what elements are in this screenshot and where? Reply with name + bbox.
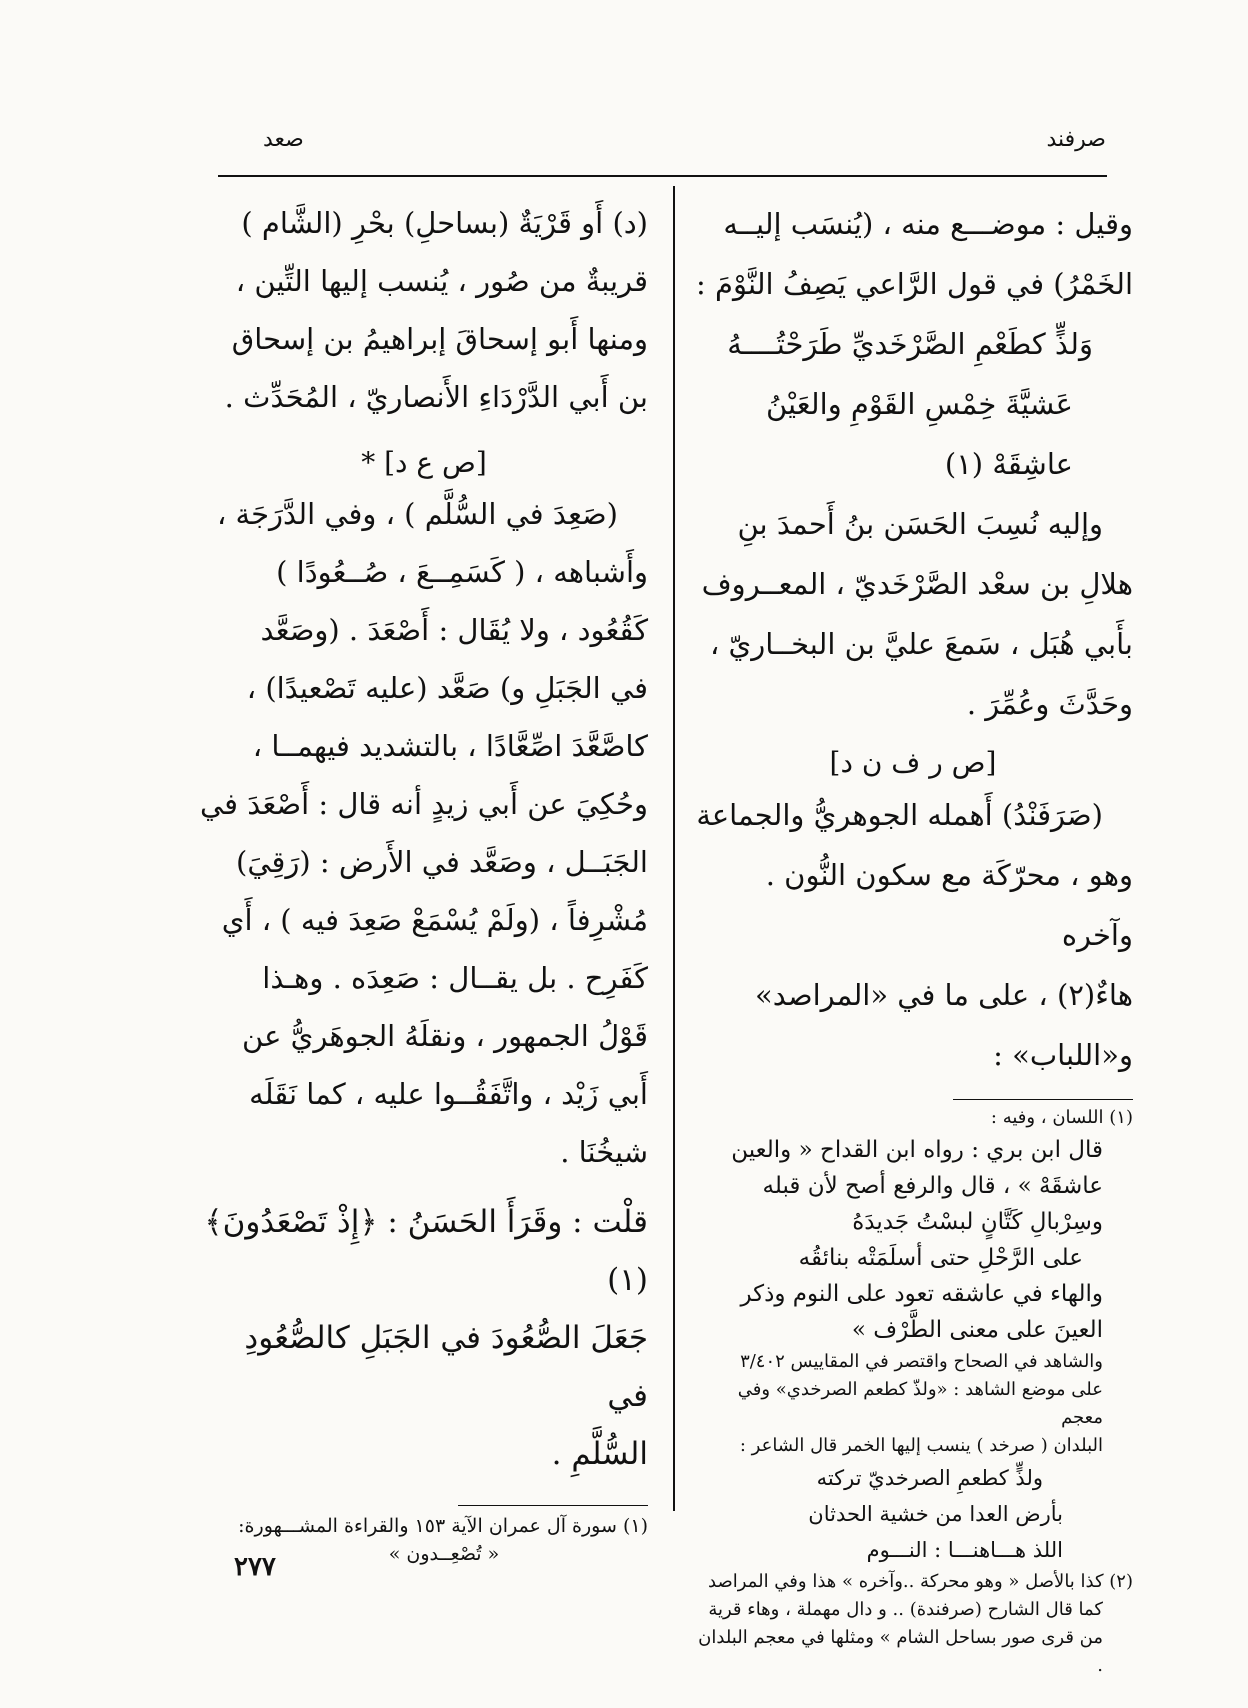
right-para-3-line-2: وهو ، محرّكَة مع سكون النُّون . وآخره	[765, 858, 1133, 952]
left-para-2-line-5: كاصَّعَّدَ اصِّعَّادًا ، بالتشديد فيهمــا ،	[252, 729, 648, 763]
footnote-1-head: (١) اللسان ، وفيه :	[990, 1107, 1133, 1128]
right-para-3-line-3: هاءٌ(٢) ، على ما في «المراصد» و«اللباب» :	[755, 978, 1133, 1072]
left-para-2-line-1: (صَعِدَ في السُّلَّم ) ، وفي الدَّرَجَة ،	[216, 497, 618, 531]
left-footnote-line-1: (١) سورة آل عمران الآية ١٥٣ والقراءة المشـــهورة:	[238, 1515, 648, 1537]
right-para-2-line-4: وحَدَّثَ وعُمِّرَ .	[966, 687, 1133, 721]
running-header-right: صرفند	[1046, 127, 1106, 152]
left-para-2-line-3: كَقُعُود ، ولا يُقَال : أَصْعَدَ . (وصَعَّد	[260, 613, 648, 647]
footnote-2-line-3: من قرى صور بساحل الشام » ومثلها في معجم البلدان .	[698, 1627, 1103, 1676]
footnote-1-small-2: على موضع الشاهد : «ولذّ كطعم الصرخدي» وفي معجم	[737, 1379, 1103, 1428]
right-para-2-line-3: بأَبي هُبَل ، سَمعَ عليَّ بن البخــاريّ ،	[709, 627, 1133, 661]
right-footnote-rule	[953, 1099, 1133, 1100]
right-para-2-line-1: وإليه نُسِبَ الحَسَن بنُ أَحمدَ بنِ	[737, 507, 1103, 541]
left-para-3-line-3: السُّلَّمِ .	[551, 1436, 648, 1472]
left-para-1-line-3: ومنها أَبو إسحاقَ إبراهيمُ بن إسحاق	[231, 322, 648, 356]
entry-heading-sad: [ص ع د] *	[361, 446, 487, 479]
left-para-2-line-11: أَبي زَيْد ، واتَّفَقُــوا عليه ، كما نَقَلَه	[249, 1077, 648, 1111]
left-para-2-line-4: في الجَبَلِ و) صَعَّد (عليه تَصْعيدًا) ،	[246, 671, 648, 705]
right-para-1-line-1: وقيل : موضـــع منه ، (يُنسَب إليــه	[723, 207, 1133, 241]
left-column	[200, 194, 648, 1568]
left-para-1-line-1: (د) أَو قَرْيَةٌ (بساحلِ) بحْرِ (الشَّام )	[241, 206, 648, 240]
footnote-2-line-1: (٢) كذا بالأصل « وهو محركة ..وآخره » هذا وفي المراصد	[708, 1571, 1133, 1592]
footnote-1-small-1: والشاهد في الصحاح واقتصر في المقاييس ٣/٤٠٢	[740, 1351, 1103, 1372]
footnote-1-verse-1: ولذٍّ كطعمِ الصرخديّ تركته	[816, 1466, 1043, 1490]
footnote-2-line-2: كما قال الشارح (صرفندة) .. و دال مهملة ، وهاء قرية	[708, 1599, 1103, 1620]
right-para-2-line-2: هلالِ بن سعْد الصَّرْخَديّ ، المعــروف	[701, 567, 1133, 601]
footnote-1-line-2: عاشقَهْ » ، قال والرفع أصح لأن قبله	[762, 1173, 1103, 1199]
left-footnote-rule	[458, 1505, 648, 1506]
left-para-2-line-2: وأَشباهه ، ( كَسَمِــعَ ، صُــعُودًا )	[276, 555, 648, 589]
header-rule	[218, 175, 1107, 177]
running-header-left: صعد	[263, 127, 304, 152]
footnote-1-verse-3: اللذ هـــاهنـــا : النـــوم	[866, 1538, 1063, 1562]
right-para-3-line-1: (صَرَفَنْدُ) أَهمله الجوهريُّ والجماعة	[696, 798, 1103, 832]
footnote-1-line-1: قال ابن بري : رواه ابن القداح « والعين	[731, 1137, 1103, 1163]
left-para-3-line-1: قلْت : وقَرَأَ الحَسَنُ : ﴿إِذْ تَصْعَدُونَ﴾ (١)	[204, 1204, 648, 1298]
footnote-1-line-6: العينَ على معنى الطَّرْف »	[851, 1317, 1103, 1343]
left-para-3-line-2: جَعَلَ الصُّعُودَ في الجَبَلِ كالصُّعُودِ في	[244, 1320, 648, 1414]
column-divider	[673, 186, 675, 1511]
footnote-1-verse-2: بأرض العدا من خشية الحدثان	[808, 1502, 1063, 1526]
left-footnote-line-2: « تُصْعِــدون »	[388, 1543, 500, 1565]
left-para-2-line-8: مُشْرِفاً ، (ولَمْ يُسْمَعْ صَعِدَ فيه ) ، أَي	[221, 903, 648, 937]
footnote-1-line-5: والهاء في عاشقه تعود على النوم وذكر	[740, 1281, 1103, 1307]
entry-heading-srfnd: [ص ر ف ن د]	[829, 746, 997, 779]
left-para-1-line-2: قريبةٌ من صُور ، يُنسب إليها التِّين ،	[235, 264, 648, 298]
left-para-2-line-12: شيخُنَا .	[560, 1135, 648, 1169]
left-para-2-line-9: كَفَرِح . بل يقــال : صَعِدَه . وهـذا	[262, 961, 648, 995]
footnote-1-line-3: وسِرْبالِ كَتَّانٍ لبسْتُ جَديدَهُ	[852, 1209, 1103, 1235]
left-para-1-line-4: بن أَبي الدَّرْدَاءِ الأَنصاريّ ، المُحَدِّث .	[224, 380, 648, 414]
left-para-2-line-6: وحُكِيَ عن أَبي زيدٍ أنه قال : أَصْعَدَ في	[200, 787, 648, 821]
right-para-1-line-2: الخَمْرُ) في قول الرَّاعي يَصِفُ النَّوْمَ :	[696, 267, 1133, 301]
left-para-2-line-10: قَوْلُ الجمهور ، ونقلَهُ الجوهَريُّ عن	[242, 1019, 648, 1053]
right-verse-line-2: عَشيَّةَ خِمْسِ القَوْمِ والعَيْنُ عاشِقَهْ (١)	[765, 387, 1073, 481]
right-verse-line-1: وَلذٍّ كطَعْمِ الصَّرْخَديِّ طَرَحْتُــــهُ	[727, 327, 1093, 361]
page-number: ٢٧٧	[234, 1552, 276, 1582]
left-para-2-line-7: الجَبَــل ، وصَعَّد في الأَرض : (رَقِيَ)	[236, 845, 648, 879]
right-column	[693, 194, 1133, 1680]
footnote-1-small-3: البلدان ( صرخد ) ينسب إليها الخمر قال الشاعر :	[739, 1435, 1103, 1456]
footnote-1-line-4: على الرَّحْلِ حتى أسلَمَتْه بنائقُه	[798, 1245, 1083, 1271]
